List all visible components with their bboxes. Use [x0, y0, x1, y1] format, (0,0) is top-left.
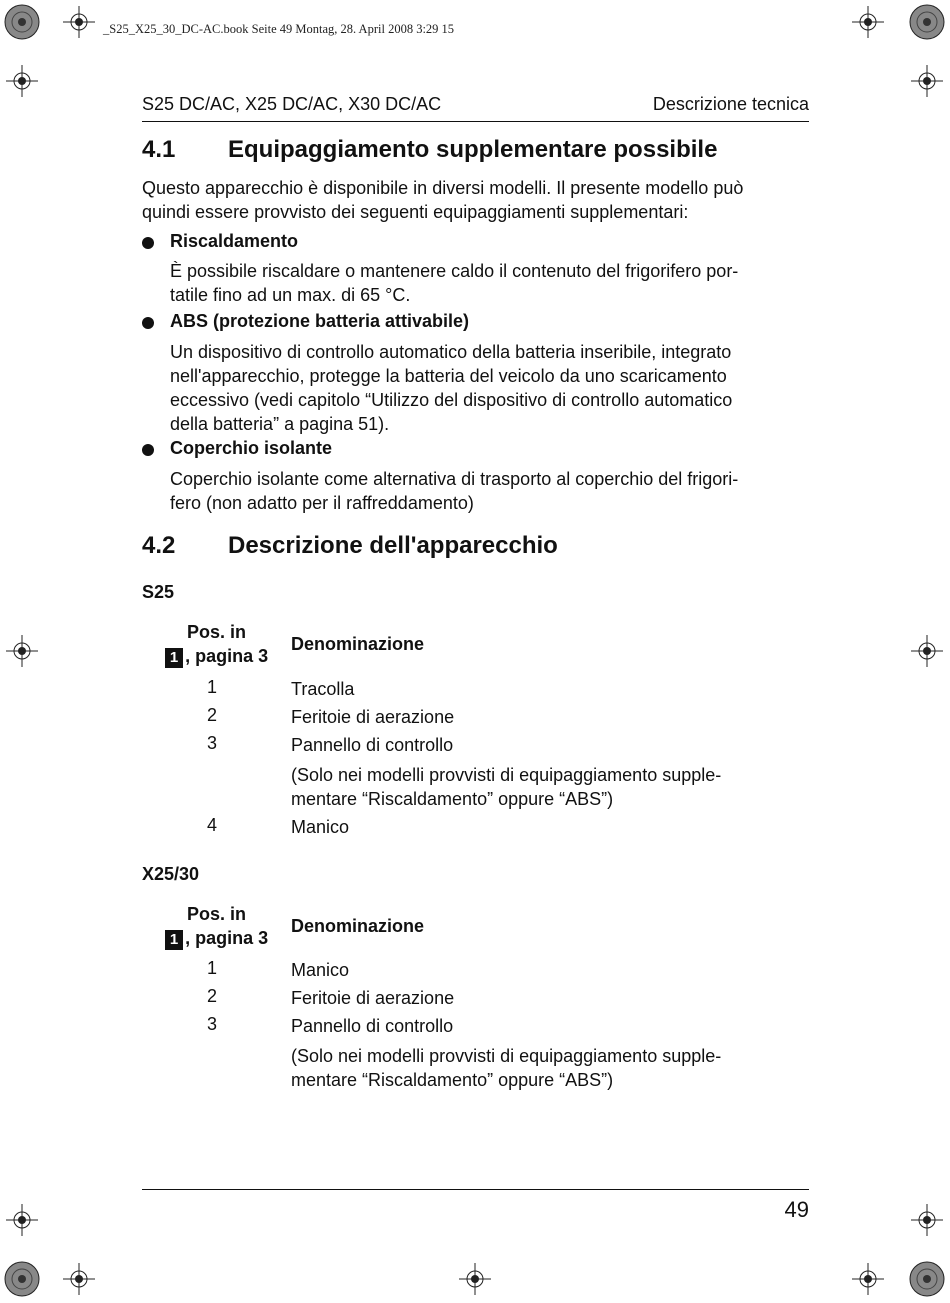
section-title: Equipaggiamento supplementare possibile [228, 136, 718, 163]
section-title: Descrizione dell'apparecchio [228, 532, 558, 559]
header-pos-line: Pos. in [186, 622, 246, 642]
table-cell-name: Tracolla [291, 679, 355, 699]
section-number: 4.2 [142, 532, 176, 559]
table-cell-pos: 1 [206, 677, 217, 697]
table-cell-note [291, 1044, 721, 1092]
running-header-right: Descrizione tecnica [652, 94, 809, 114]
figure-badge: 1 [165, 930, 183, 950]
text-line: È possibile riscaldare o mantenere caldo il contenuto del frigorifero por- [170, 261, 739, 281]
table-cell-name: Feritoie di aerazione [291, 707, 455, 727]
section-heading-4-2 [142, 532, 809, 562]
text-line: quindi essere provvisto dei seguenti equipaggiamenti supplementari: [142, 202, 689, 222]
table-header-name: Denominazione [291, 916, 425, 936]
option-title-heating: Riscaldamento [170, 231, 299, 251]
page-number: 49 [784, 1197, 809, 1222]
text-line: (Solo nei modelli provvisti di equipaggiamento supple- [291, 765, 722, 785]
running-header-left: S25 DC/AC, X25 DC/AC, X30 DC/AC [142, 94, 442, 114]
table-cell-pos: 1 [206, 958, 217, 978]
model-heading-s25: S25 [142, 582, 175, 602]
table-cell-note [291, 763, 721, 811]
table-cell-name: Manico [291, 960, 350, 980]
option-title-lid: Coperchio isolante [170, 438, 333, 458]
text-line: mentare “Riscaldamento” oppure “ABS”) [291, 789, 614, 809]
text-line: (Solo nei modelli provvisti di equipaggiamento supple- [291, 1046, 722, 1066]
option-text-lid [170, 467, 738, 515]
header-pos-ref: 1 , pagina 3 [154, 644, 279, 668]
option-text-abs [170, 340, 732, 436]
header-rule [142, 121, 809, 122]
bullet-icon [142, 237, 154, 249]
text-line: tatile fino ad un max. di 65 °C. [170, 285, 411, 305]
text-line: mentare “Riscaldamento” oppure “ABS”) [291, 1070, 614, 1090]
print-slug: _S25_X25_30_DC-AC.book Seite 49 Montag, 28. April 2008 3:29 15 [103, 22, 455, 36]
model-heading-x25-30: X25/30 [142, 864, 200, 884]
section-number: 4.1 [142, 136, 176, 163]
table-cell-pos: 4 [206, 815, 217, 835]
table-cell-pos: 2 [206, 986, 217, 1006]
table-cell-pos: 3 [206, 733, 217, 753]
header-pos-line: Pos. in [186, 904, 246, 924]
table-cell-name: Feritoie di aerazione [291, 988, 455, 1008]
option-title-abs: ABS (protezione batteria attivabile) [170, 311, 470, 331]
header-pos-ref: 1 , pagina 3 [154, 926, 279, 950]
text-line: Un dispositivo di controllo automatico della batteria inseribile, integrato [170, 342, 732, 362]
table-cell-name: Manico [291, 817, 350, 837]
table-cell-name: Pannello di controllo [291, 735, 454, 755]
footer-rule [142, 1189, 809, 1190]
table-header-position [154, 902, 279, 950]
text-line: fero (non adatto per il raffreddamento) [170, 493, 474, 513]
table-cell-pos: 2 [206, 705, 217, 725]
table-header-name: Denominazione [291, 634, 425, 654]
bullet-icon [142, 444, 154, 456]
section-heading-4-1 [142, 136, 809, 166]
table-header-position [154, 620, 279, 668]
text-line: Coperchio isolante come alternativa di trasporto al coperchio del frigori- [170, 469, 739, 489]
figure-badge: 1 [165, 648, 183, 668]
bullet-icon [142, 317, 154, 329]
text-line: nell'apparecchio, protegge la batteria del veicolo da uno scaricamento [170, 366, 727, 386]
table-cell-pos: 3 [206, 1014, 217, 1034]
text-line: eccessivo (vedi capitolo “Utilizzo del dispositivo di controllo automatico [170, 390, 733, 410]
option-text-heating [170, 259, 738, 307]
text-line: della batteria” a pagina 51). [170, 414, 390, 434]
table-cell-name: Pannello di controllo [291, 1016, 454, 1036]
text-line: Questo apparecchio è disponibile in diversi modelli. Il presente modello può [142, 178, 744, 198]
intro-paragraph [142, 176, 743, 224]
